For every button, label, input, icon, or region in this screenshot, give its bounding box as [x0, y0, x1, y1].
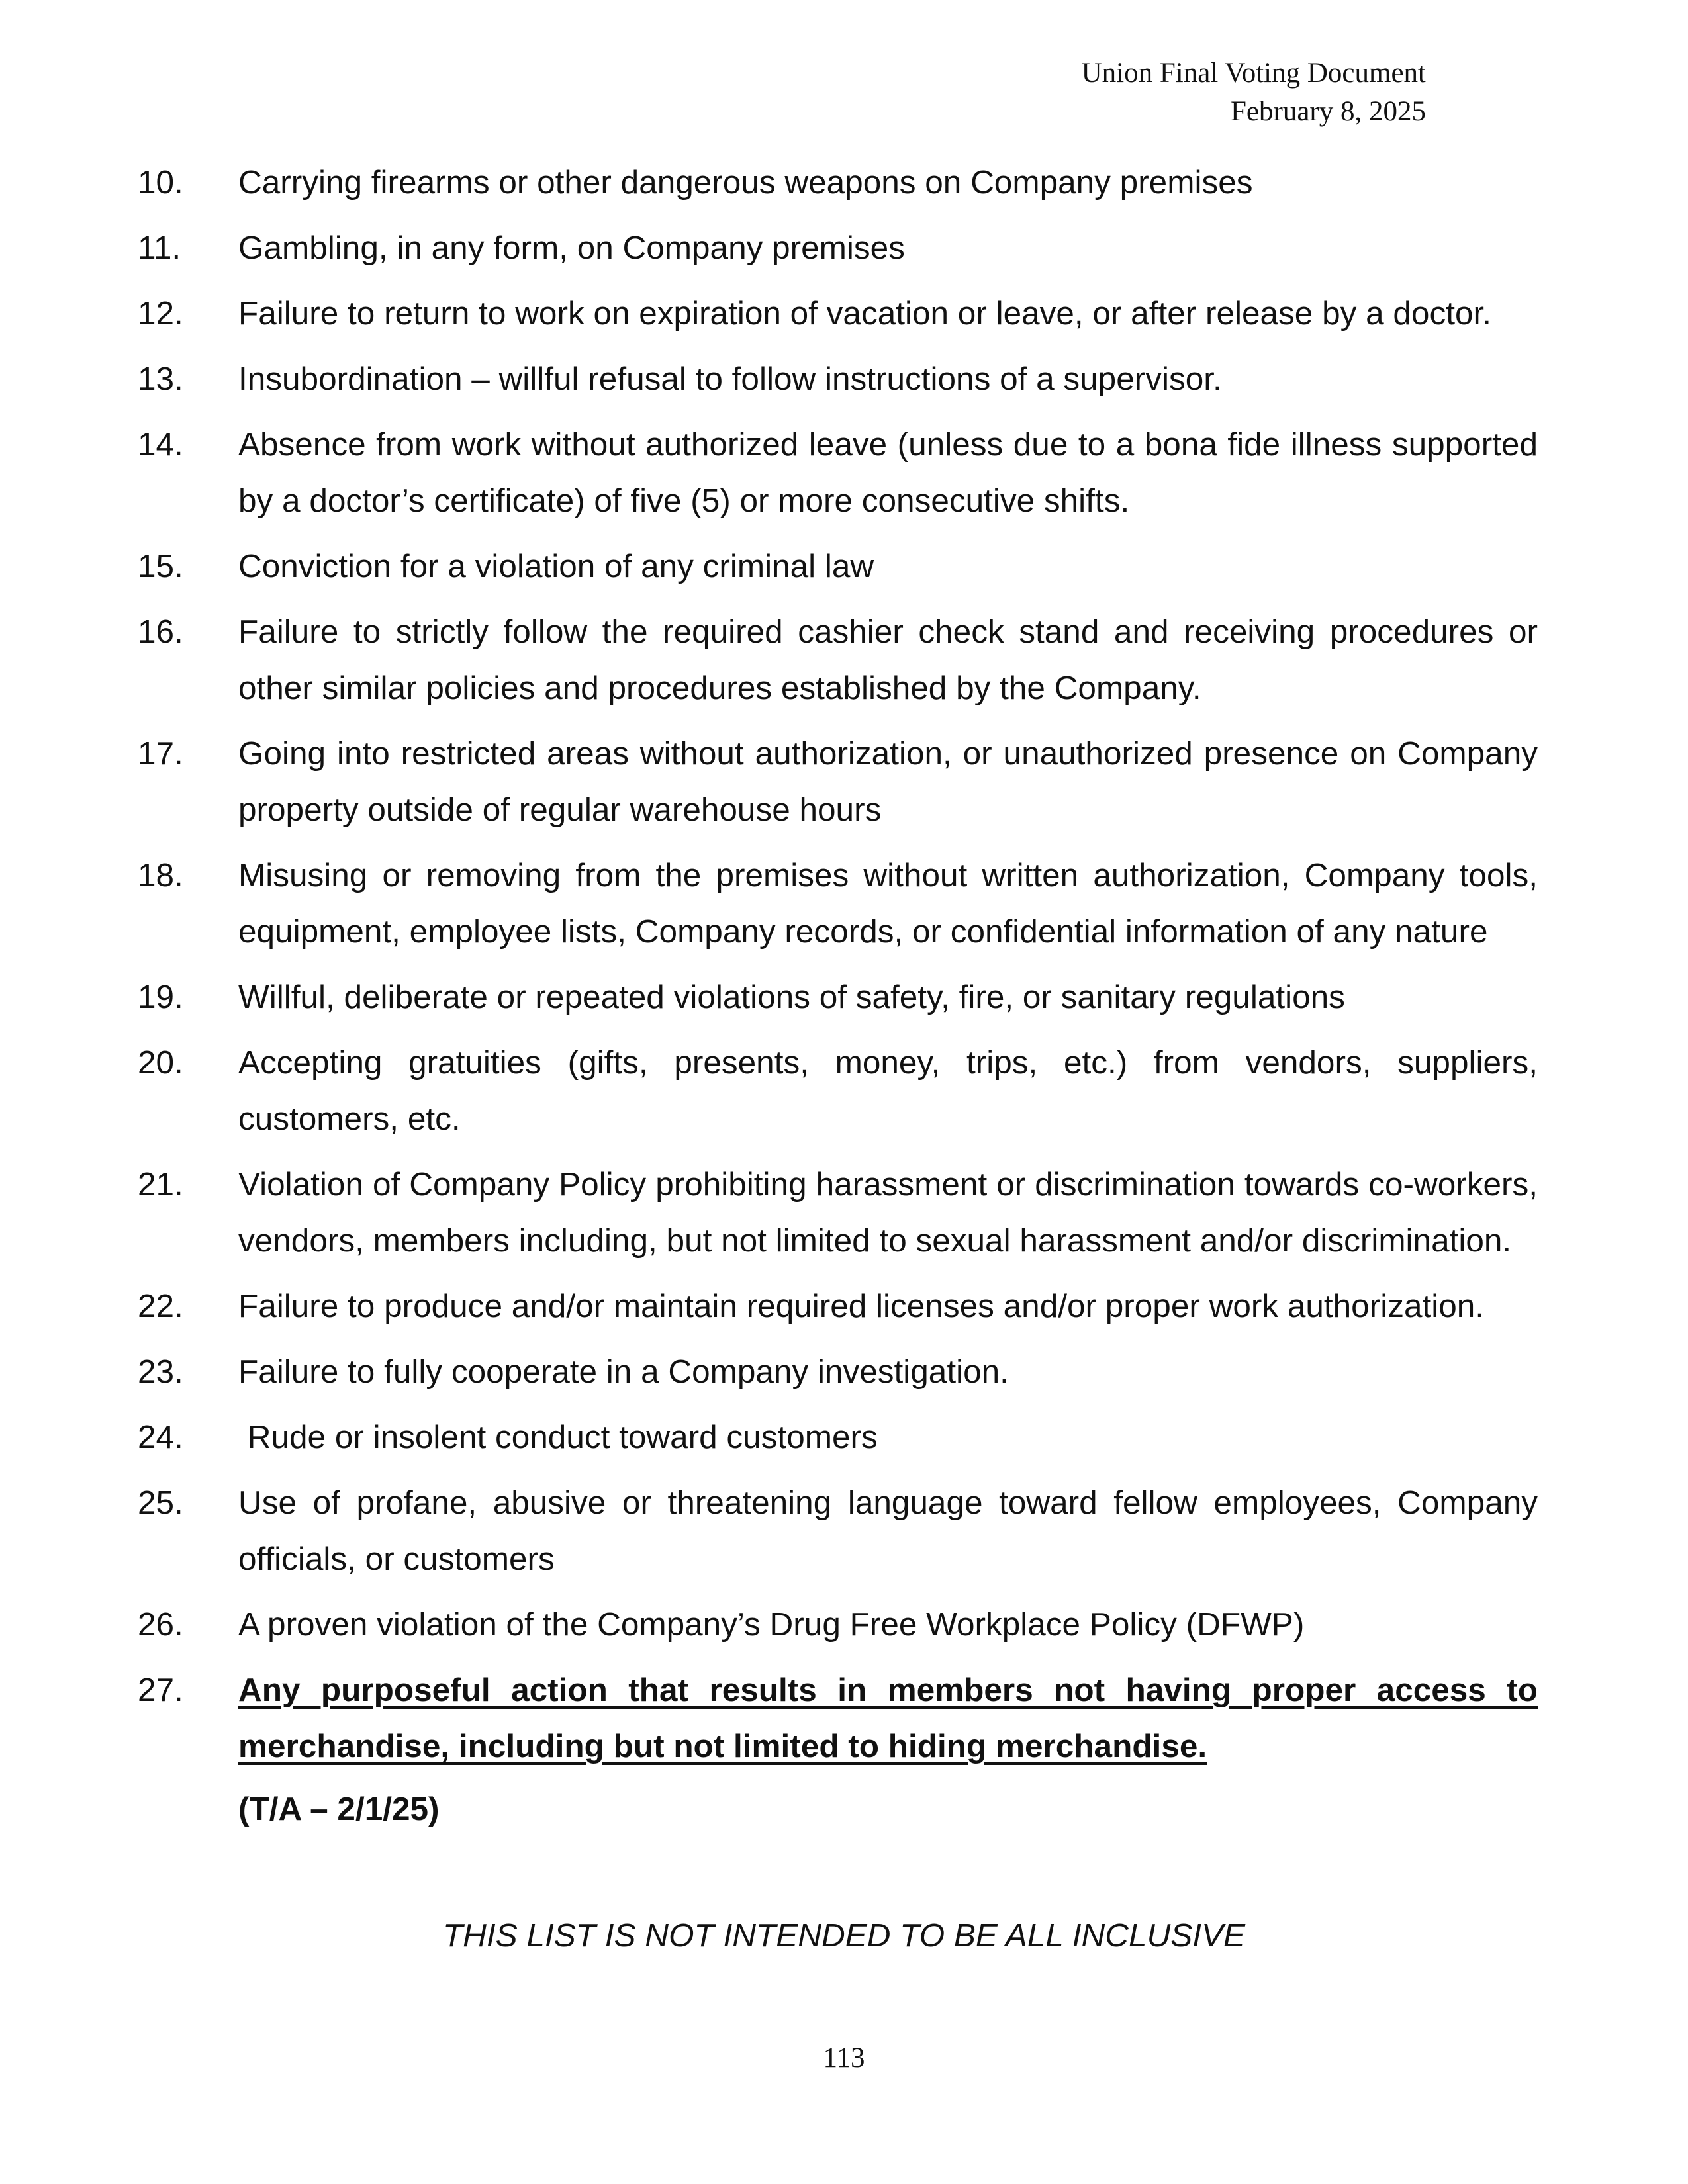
item-text: Failure to return to work on expiration of vacation or leave, or after release by a doctor. — [238, 295, 1491, 332]
list-item-12 — [138, 285, 1538, 341]
item-text-emphasized: Any purposeful action that results in members not having proper access to merchandise, including but not limited to hiding merchandise. — [238, 1672, 1538, 1764]
list-item-23 — [138, 1343, 1538, 1400]
page-number: 113 — [823, 2042, 865, 2073]
item-text: Insubordination – willful refusal to follow instructions of a supervisor. — [238, 361, 1222, 397]
item-number: 25. — [138, 1484, 183, 1521]
list-item-16 — [138, 604, 1538, 716]
item-number: 24. — [138, 1419, 183, 1455]
item-text: Accepting gratuities (gifts, presents, money, trips, etc.) from vendors, suppliers, customers, etc. — [238, 1044, 1538, 1137]
item-text: Willful, deliberate or repeated violations of safety, fire, or sanitary regulations — [238, 979, 1345, 1015]
list-item-21 — [138, 1156, 1538, 1269]
item-text: Carrying firearms or other dangerous weapons on Company premises — [238, 164, 1253, 201]
list-item-25 — [138, 1475, 1538, 1587]
item-text: Absence from work without authorized leave (unless due to a bona fide illness supported by a doctor’s certificate) of five (5) or more consecutive shifts. — [238, 426, 1538, 519]
item-text: Gambling, in any form, on Company premises — [238, 230, 905, 266]
list-item-11 — [138, 220, 1538, 276]
list-item-14 — [138, 416, 1538, 529]
list-item-22 — [138, 1278, 1538, 1334]
item-number: 20. — [138, 1044, 183, 1081]
disclaimer-notice: THIS LIST IS NOT INTENDED TO BE ALL INCLUSIVE — [442, 1917, 1246, 1954]
item-text: Failure to strictly follow the required cashier check stand and receiving procedures or other similar policies and procedures established by the Company. — [238, 614, 1538, 706]
item-number: 12. — [138, 295, 183, 332]
item-text: Use of profane, abusive or threatening language toward fellow employees, Company officials, or customers — [238, 1484, 1538, 1577]
item-number: 13. — [138, 361, 183, 397]
item-text: Rude or insolent conduct toward customers — [238, 1419, 878, 1455]
item-text: Misusing or removing from the premises without written authorization, Company tools, equipment, employee lists, Company records, or confidential information of any nature — [238, 857, 1538, 950]
list-item-27 — [138, 1662, 1538, 1774]
item-number: 15. — [138, 548, 183, 584]
item-number: 22. — [138, 1288, 183, 1324]
item-text: Failure to fully cooperate in a Company investigation. — [238, 1353, 1009, 1390]
tentative-agreement-note: (T/A – 2/1/25) — [238, 1791, 440, 1827]
list-item-24 — [138, 1409, 1538, 1465]
item-text: Going into restricted areas without authorization, or unauthorized presence on Company property outside of regular warehouse hours — [238, 735, 1538, 828]
list-item-20 — [138, 1034, 1538, 1147]
item-number: 11. — [138, 230, 181, 266]
item-number: 14. — [138, 426, 183, 463]
item-number: 27. — [138, 1672, 183, 1708]
item-number: 18. — [138, 857, 183, 893]
item-text: Failure to produce and/or maintain required licenses and/or proper work authorization. — [238, 1288, 1485, 1324]
item-number: 19. — [138, 979, 183, 1015]
list-item-15 — [138, 538, 1538, 594]
list-item-17 — [138, 725, 1538, 838]
item-text: Violation of Company Policy prohibiting harassment or discrimination towards co-workers, vendors, members including, but not limited to sexual harassment and/or discrimination. — [238, 1166, 1538, 1259]
list-item-13 — [138, 351, 1538, 407]
list-item-26 — [138, 1596, 1538, 1653]
item-number: 23. — [138, 1353, 183, 1390]
item-text: Conviction for a violation of any criminal law — [238, 548, 874, 584]
header-date: February 8, 2025 — [1231, 96, 1426, 127]
list-item-18 — [138, 847, 1538, 960]
document-header — [1082, 54, 1426, 131]
list-item-19 — [138, 969, 1538, 1025]
item-text: A proven violation of the Company’s Drug Free Workplace Policy (DFWP) — [238, 1606, 1305, 1643]
item-number: 21. — [138, 1166, 183, 1203]
item-number: 26. — [138, 1606, 183, 1643]
list-item-10 — [138, 154, 1538, 210]
item-number: 10. — [138, 164, 183, 201]
item-number: 16. — [138, 614, 183, 650]
rules-list — [0, 154, 1688, 1837]
header-title: Union Final Voting Document — [1081, 58, 1426, 89]
item-number: 17. — [138, 735, 183, 772]
